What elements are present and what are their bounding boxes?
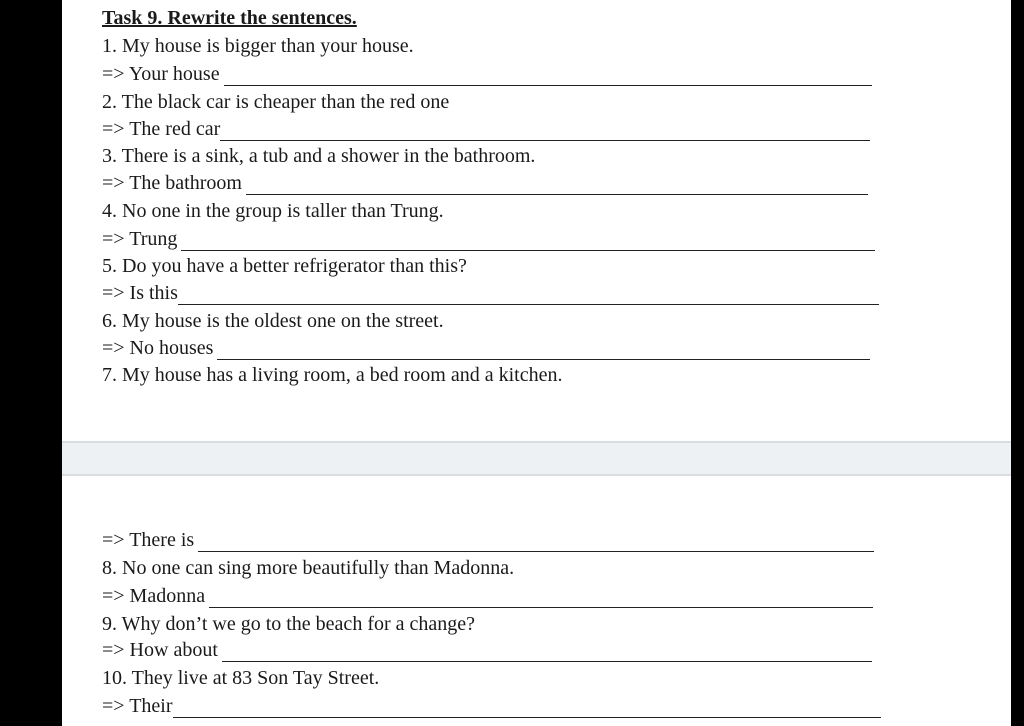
page-1 — [62, 0, 1011, 441]
answer-prompt-5: => Is this — [102, 282, 178, 304]
answer-line-9 — [102, 638, 872, 662]
task-title: Task 9. Rewrite the sentences. — [102, 7, 357, 29]
answer-prompt-9: => How about — [102, 639, 218, 661]
question-4: 4. No one in the group is taller than Trung. — [102, 200, 444, 222]
answer-line-10 — [102, 694, 881, 718]
answer-line-5 — [102, 281, 879, 305]
answer-blank-8[interactable] — [209, 589, 873, 608]
answer-prompt-6: => No houses — [102, 337, 214, 359]
question-10: 10. They live at 83 Son Tay Street. — [102, 667, 380, 689]
answer-line-8 — [102, 584, 873, 608]
question-5: 5. Do you have a better refrigerator than this? — [102, 255, 467, 277]
question-9: 9. Why don’t we go to the beach for a change? — [102, 613, 476, 635]
answer-prompt-3: => The bathroom — [102, 172, 242, 194]
answer-prompt-2: => The red car — [102, 118, 221, 140]
answer-line-4 — [102, 227, 875, 251]
answer-prompt-7: => There is — [102, 529, 195, 551]
answer-line-2 — [102, 117, 870, 141]
answer-line-7 — [102, 528, 874, 552]
question-7: 7. My house has a living room, a bed room and a kitchen. — [102, 364, 563, 386]
answer-blank-2[interactable] — [220, 122, 870, 141]
page-2 — [62, 476, 1011, 726]
question-1: 1. My house is bigger than your house. — [102, 35, 414, 57]
answer-blank-5[interactable] — [178, 286, 879, 305]
answer-blank-4[interactable] — [181, 232, 875, 251]
answer-prompt-8: => Madonna — [102, 585, 206, 607]
answer-line-1 — [102, 62, 872, 86]
answer-prompt-1: => Your house — [102, 63, 220, 85]
answer-line-6 — [102, 336, 870, 360]
answer-blank-10[interactable] — [173, 699, 881, 718]
document-viewer[interactable] — [62, 0, 1011, 726]
answer-line-3 — [102, 171, 868, 195]
answer-prompt-10: => Their — [102, 695, 173, 717]
question-3: 3. There is a sink, a tub and a shower in the bathroom. — [102, 145, 536, 167]
question-8: 8. No one can sing more beautifully than Madonna. — [102, 557, 515, 579]
answer-blank-6[interactable] — [217, 341, 870, 360]
answer-prompt-4: => Trung — [102, 228, 178, 250]
answer-blank-7[interactable] — [198, 533, 874, 552]
answer-blank-9[interactable] — [222, 643, 872, 662]
question-2: 2. The black car is cheaper than the red one — [102, 91, 450, 113]
page-break — [62, 441, 1011, 476]
question-6: 6. My house is the oldest one on the street. — [102, 310, 444, 332]
answer-blank-1[interactable] — [224, 67, 872, 86]
answer-blank-3[interactable] — [246, 176, 868, 195]
